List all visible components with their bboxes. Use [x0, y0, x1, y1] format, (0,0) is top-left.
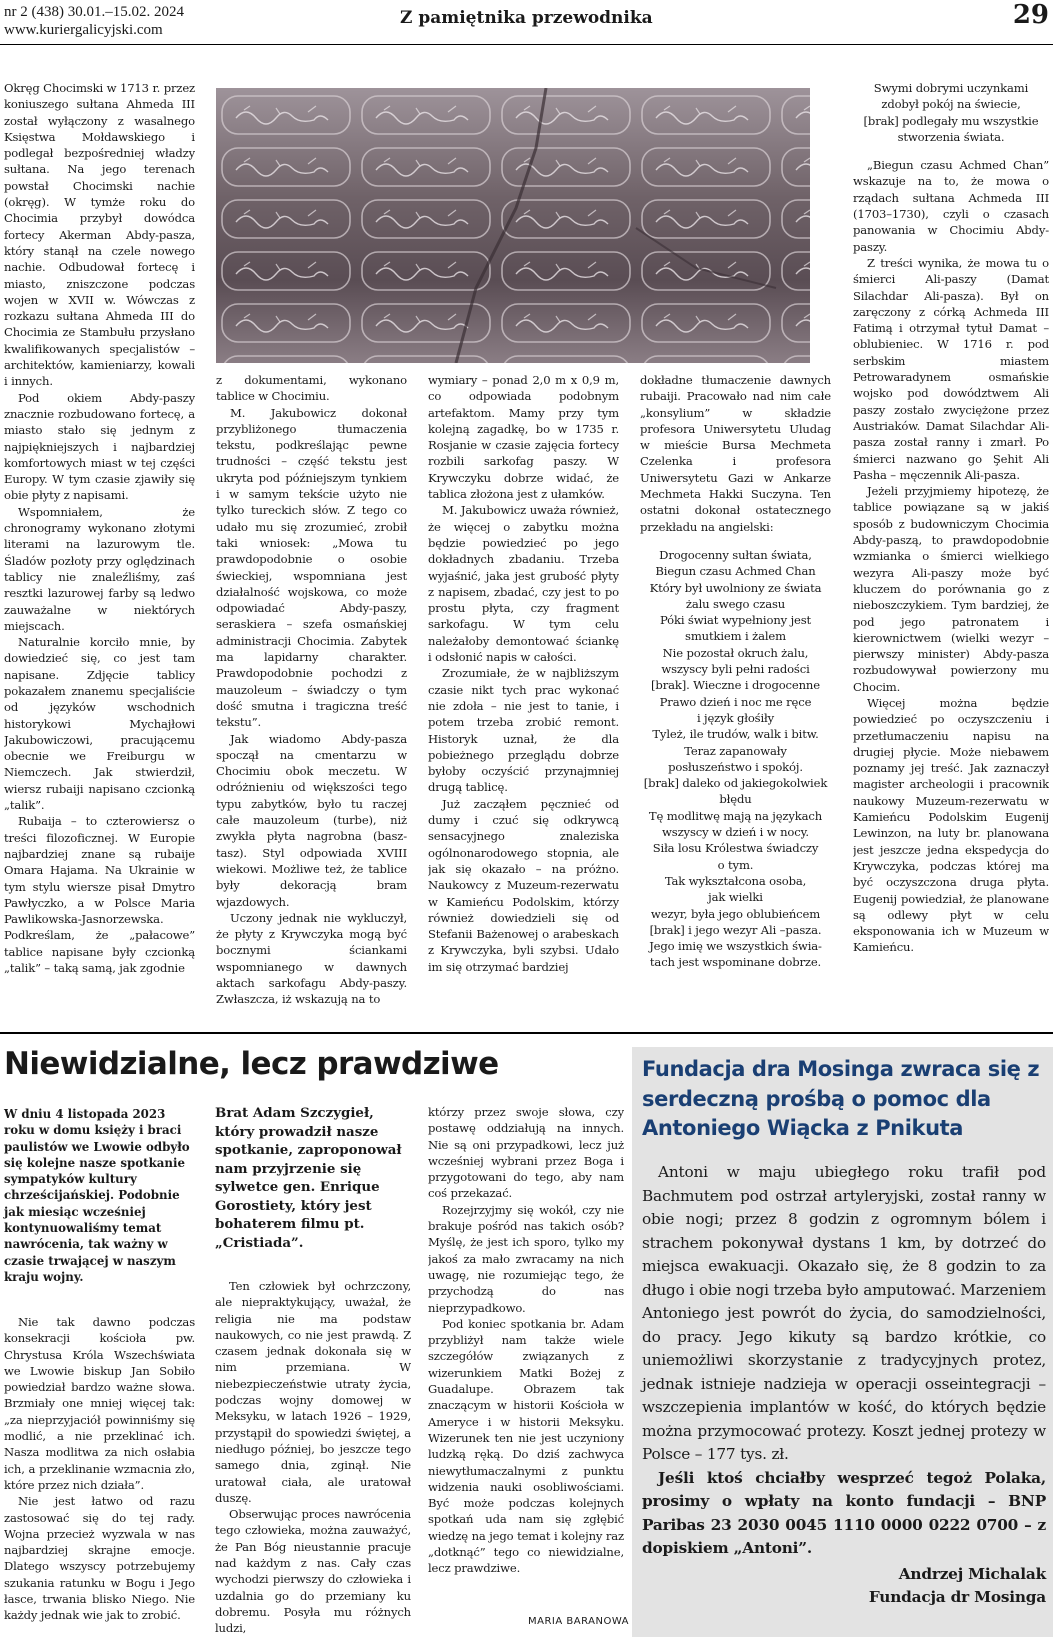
poem-line: [brak] i jego wezyr Ali –pasza.	[649, 922, 822, 937]
article1-column-4	[640, 372, 831, 1025]
poem-line: jak wielki	[708, 890, 763, 905]
article1-column-2	[216, 372, 407, 1025]
poem-line: Tak wykształcona osoba,	[664, 873, 807, 888]
article2-column-3	[428, 1104, 624, 1614]
paragraph: Jeżeli przyjmiemy hipotezę, że tablice powiązane są w jakiś sposób z budowniczym Chocimia Abdy-paszą, to prawdopodobnie wzmianka o śmierci wielkiego wezyra Ali-paszy może być kluczem do porównania go z nieboszczykiem. Tym bardziej, że pod jego patronatem i kierownictwem (wielki wezyr – pierwszy minister) Abdy-pasza rozbudowywał powierzony mu Chocim.	[853, 484, 1049, 694]
poem-line: o tym.	[717, 857, 754, 872]
poem-line: Prawo dzień i noc me ręce	[659, 694, 812, 709]
page-number: 29	[1012, 0, 1049, 30]
poem-line: [brak] podlegały mu wszystkie	[863, 113, 1039, 128]
poem-line: Póki świat wypełniony jest	[659, 613, 812, 628]
poem-line: smutkiem i żalem	[685, 629, 786, 644]
paragraph: z dokumentami, wykonano tablice w Chocimiu.	[216, 373, 407, 404]
article2-lead: W dniu 4 listopada 2023 roku w domu księży i braci paulistów we Lwowie odbyło się kolejne nasze spotkanie sympatyków kultury chrześcijańskiej. Podobnie jak miesiąc wcześniej kontynuowaliśmy temat nawrócenia, tak ważny w czasie trwającej w naszym kraju wojny.	[4, 1107, 190, 1284]
poem-line: i język głośiły	[696, 710, 775, 725]
article1-column-5	[853, 80, 1049, 1025]
poem-line: wezyr, była jego oblubieńcem	[650, 906, 821, 921]
article1-column-3	[428, 372, 619, 1025]
paragraph: Rubaija – to czterowiersz o treści filozoficznej. W Europie najbardziej znane są rubaije Omara Hajama. Na Ukrainie w tym stylu wiersze pisał Dmytro Pawłyczko, a w Polsce Maria Pawlikowska-Jasnorzewska. Podkreślam, że „pałacowe” tablice napisane były czcionką „talik” – taką samą, jak zgodnie	[4, 814, 195, 976]
poem-line: żalu swego czasu	[685, 596, 786, 611]
appeal-text: Antoni w maju ubiegłego roku trafił pod Bachmutem pod ostrzał artyleryjski, został ranny w obie nogi; przez 8 godzin z ogromnym bólem i strachem pokonywał dystans 1 km, by dotrzeć do miejsca ewakuacji. Okazało się, że 8 godzin to za długo i obie nogi trzeba było amputować. Marzeniem Antoniego jest powrót do życia, do samodzielności, do pracy. Jego kikuty są bardzo krótkie, co uniemożliwi skorzystanie z tradycyjnych protez, jednak istnieje nadzieja w operacji osseintegracji – wszczepienia implantów w kość, do których będzie można przymocować protezy. Koszt jednej protezy w Polsce – 177 tys. zł.	[642, 1163, 1046, 1463]
poem-line: wszyscy byli pełni radości	[661, 662, 810, 677]
article2-column-1	[4, 1314, 195, 1637]
paragraph: Okręg Chocimski w 1713 r. przez koniuszego sułtana Ahmeda III został wyłączony z wasalnego Księstwa Mołdawskiego i podlegał bezpośredniej władzy sułtana. Na jego terenach powstał Chocimski nachie (okręg). W tymże roku do Chocimia przybył dowódca fortecy Akerman Abdy-pasza, który stanął na czele nowego nachie. Odbudował fortecę i miasto, zniszczone podczas wojen w XVII w. Wówczas z rozkazu sułtana Ahmeda III do Chocimia ze Stambułu przysłano kwalifikowanych specjalistów – architektów, kamieniarzy, kowali i innych.	[4, 81, 195, 389]
paragraph: Ten człowiek był ochrzczony, ale niepraktykujący, uważał, że religia nie ma podstaw naukowych, co nie jest prawdą. Z czasem jednak dokonała się w nim przemiana. W niebezpieczeństwie utraty życia, podczas wojny domowej w Meksyku, w latach 1926 – 1929, przystąpił do spowiedzi świętej, a niedługo później, bo jeszcze tego samego dnia, zginął. Nie uratował ciała, ale uratował duszę.	[215, 1279, 411, 1505]
paragraph: Nie tak dawno podczas konsekracji kościoła pw. Chrystusa Króla Wszechświata we Lwowie biskup Jan Sobiło powiedział bardzo ważne słowa. Brzmiały one mniej więcej tak: „za nieprzyjaciół powinniśmy się modlić, a nie przeklinać ich. Nasza modlitwa za nich osłabia ich, a przeklinanie wzmacnia zło, które przez nich działa”.	[4, 1315, 195, 1492]
poem-line: zdobył pokój na świecie,	[881, 97, 1021, 112]
article2-lead-2: Brat Adam Szczygieł, który prowadził nasze spotkanie, zaproponował nam przyjrzenie się sylwetce gen. Enrique Gorostiety, który jest bohaterem filmu pt. „Cristiada”.	[215, 1105, 402, 1251]
poem-continued	[853, 80, 1049, 145]
paragraph: dokładne tłumaczenie dawnych rubaiji. Pracowało nad nim całe „konsylium” w składzie profesora Uniwersytetu Uludag w mieście Bursa Mechmeta Czelenka i profesora Uniwersytetu Gazi w Ankarze Mechmeta Hakki Suczyna. Ten ostatni dokonał ostatecznego przekładu na angielski:	[640, 373, 831, 534]
poem-line: Teraz zapanowały	[684, 743, 787, 758]
paragraph: Pod koniec spotkania br. Adam przybliżył nam także wiele szczegółów związanych z wizerunkiem Matki Bożej z Guadalupe. Obrazem tak znaczącym w historii Kościoła w Ameryce i w historii Meksyku. Wizerunek ten nie jest uczyniony ludzką ręką. Do dziś zachwyca niewytłumaczalnymi z punktu widzenia nauki osobliwościami. Być może podczas kolejnych spotkań uda nam się zgłębić wiedzę na jego temat i kolejny raz „dotknąć” tego co niewidzialne, lecz prawdziwe.	[428, 1316, 624, 1576]
paragraph: Wspomniałem, że chronogramy wykonano złotymi literami na lazurowym tle. Śladów pozłoty przy oględzinach tablicy nie znaleźliśmy, zaś resztki lazurowej farby są ledwo zauważalne w niektórych miejscach.	[4, 504, 195, 633]
poem-line: Drogocenny sułtan świata,	[659, 547, 812, 562]
signature-org: Fundacja dr Mosinga	[868, 1588, 1046, 1606]
appeal-box	[632, 1047, 1053, 1637]
poem-line: Który był uwolniony ze świata	[649, 580, 822, 595]
appeal-request: Jeśli ktoś chciałby wesprzeć tegoż Polaka, prosimy o wpłaty na konto fundacji – BNP Paribas 23 2030 0045 1110 0000 0222 0700 – z dopiskiem „Antoni”.	[642, 1468, 1046, 1557]
article1-column-1	[4, 80, 195, 1025]
issue-number: nr 2 (438) 30.01.–15.02. 2024	[4, 4, 184, 20]
poem-line: Tyleż, ile trudów, walk i bitw.	[652, 727, 819, 742]
paragraph: M. Jakubowicz uważa również, że więcej o zabytku można będzie powiedzieć po jego dokładnych zbadaniu. Trzeba wyjaśnić, jaka jest grubość płyty z napisem, zbadać, czy jest to po prostu płyta, czy fragment sarkofagu. W tym celu należałoby demontować ściankę i odsłonić napis w całości.	[428, 503, 619, 665]
poem-line: [brak]. Wieczne i drogocenne	[651, 678, 820, 693]
issue-info	[4, 3, 184, 39]
paragraph: Uczony jednak nie wykluczył, że płyty z Krywczyka mogą być bocznymi ściankami wspomnianego w dawnych aktach sarkofagu Abdy-paszy. Zwłaszcza, iż wskazują na to	[216, 910, 407, 1007]
section-title: Z pamiętnika przewodnika	[400, 8, 653, 28]
appeal-body	[642, 1161, 1046, 1610]
header-rule	[0, 44, 1053, 45]
appeal-title: Fundacja dra Mosinga zwraca się z serdeczną prośbą o pomoc dla Antoniego Wiącka z Pnikuta	[642, 1057, 1040, 1140]
paragraph: Obserwując proces nawrócenia tego człowieka, można zauważyć, że Pan Bóg nieustannie pracuje nad każdym z nas. Cały czas wychodzi pierwszy do człowieka i uzdalnia go do przemiany ku dobremu. Posyła mu różnych ludzi,	[215, 1507, 411, 1636]
paragraph: Naturalnie korciło mnie, by dowiedzieć się, co jest tam napisane. Zdjęcie tablicy pokazałem znanemu specjaliście od języków wschodnich historykowi Mychajłowi Jakubowiczowi, pracującemu obecnie we Freiburgu w Niemczech. Jak stwierdził, wiersz rubaiji napisano czcionką „talik”.	[4, 635, 195, 813]
poem-line: wszyscy w dzień i w nocy.	[662, 825, 809, 840]
poem-line: Swymi dobrymi uczynkami	[873, 81, 1029, 95]
inscription-photo	[216, 88, 810, 363]
paragraph: „Biegun czasu Achmed Chan” wskazuje na to, że mowa o rządach sułtana Achmeda III (1703–1730), czyli o czasach panowania w Chocimiu Abdy-paszy.	[853, 158, 1049, 254]
website-link[interactable]: www.kuriergalicyjski.com	[4, 22, 163, 38]
paragraph: Już zacząłem pęcznieć od dumy i czuć się odkrywcą sensacyjnego znaleziska ogólnonarodowego stopnia, ale jak się okazało – na próżno. Naukowcy z Muzeum-rezerwatu w Kamieńcu Podolskim, którzy również dowiedzieli się od Stefanii Bażenowej o arabeskach z Krywczyka, byli szybsi. Udało im się otrzymać bardziej	[428, 796, 619, 974]
poem	[640, 547, 831, 971]
article2-headline: Niewidzialne, lecz prawdziwe	[4, 1046, 499, 1082]
poem-line: tach jest wspominane dobrze.	[649, 955, 822, 970]
poem-line: Nie pozostał okruch żalu,	[662, 645, 809, 660]
paragraph: Zrozumiałe, że w najbliższym czasie nikt tych prac wykonać nie zdoła – nie jest to tanie, i potem trzeba zrobić remont. Historyk uznał, że dla pobieżnego przeglądu dobrze byłoby oczyścić przynajmniej drugą tablicę.	[428, 666, 619, 795]
poem-line: Jego imię we wszystkich świa-	[649, 939, 822, 954]
paragraph: Pod okiem Abdy-paszy znacznie rozbudowano fortecę, a miasto stało się jednym z najpiękniejszych i najbardziej komfortowych miast w tej części Europy. W tym czasie zjawiły się obie płyty z napisami.	[4, 390, 195, 503]
poem-line: posłuszeństwo i spokój.	[668, 759, 803, 774]
paragraph: Więcej można będzie powiedzieć po oczyszczeniu i przetłumaczeniu napisu na drugiej płycie. Może niebawem poznamy jej treść. Jak zaznaczył magister archeologii i pracownik naukowy Muzeum-rezerwatu w Kamieńcu Podolskim Eugenij Lewinzon, na luty br. planowana jest jeszcze jedna ekspedycja do Krywczyka, podczas której ma być oczyszczona druga płyta. Eugenij powiedział, że planowane są odlewy płyt w celu eksponowania ich w Muzeum w Kamieńcu.	[853, 695, 1049, 955]
paragraph: Z treści wynika, że mowa tu o śmierci Ali-paszy (Damat Silachdar Ali-pasza). Był on zaręczony z córką Achmeda III Fatimą i otrzymał tytuł Damat –oblubieniec. W 1716 r. pod serbskim miastem Petrowaradynem osmańskie wojsko pod dowództwem Ali paszy zostało zwyciężone przez Austriaków. Damat Silachdar Ali-pasza został ranny i zmarł. Po śmierci nazwano go Şehit Ali Pasha – męczennik Ali-pasza.	[853, 255, 1049, 482]
paragraph: wymiary – ponad 2,0 m x 0,9 m, co odpowiada podobnym artefaktom. Mamy przy tym kolejną zagadkę, bo w 1735 r. Rosjanie w czasie zajęcia fortecy rozbili sarkofag paszy. W Krywczyku dobrze widać, że tablica złożona jest z ułamków.	[428, 373, 619, 502]
poem-line: [brak] daleko od jakiegokolwiek	[643, 776, 828, 791]
article2-author: MARIA BARANOWA	[528, 1616, 630, 1627]
article2-column-2	[215, 1278, 411, 1637]
paragraph: Jak wiadomo Abdy-pasza spoczął na cmentarzu w Chocimiu obok meczetu. W odróżnieniu od większości tego typu zabytków, było tu raczej całe mauzoleum (turbe), niż zwykła płyta nagrobna (basz-tasz). Styl odpowiada XVIII wiekowi. Możliwe też, że tablice były dekoracją bram wjazdowych.	[216, 731, 407, 909]
poem-line: stworzenia świata.	[897, 129, 1005, 144]
paragraph: którzy przez swoje słowa, czy postawę oddziałują na innych. Nie są oni przypadkowi, lecz już wcześniej wybrani przez Boga i przygotowani do tego, aby nam coś przekazać.	[428, 1105, 624, 1201]
paragraph: Rozejrzyjmy się wokół, czy nie brakuje pośród nas takich osób? Myślę, że jest ich sporo, tylko my jakoś za mało zwracamy na nich uwagę, nie rozumiejąc tego, że przychodzą do nas nieprzypadkowo.	[428, 1202, 624, 1315]
paragraph: Nie jest łatwo od razu zastosować się do tej rady. Wojna przecież wyzwala w nas najbardziej skrajne emocje. Dlatego wszyscy potrzebujemy szukania ratunku w Bogu i Jego łasce, trwania blisko Niego. Nie każdy jednak wie jak to zrobić.	[4, 1494, 195, 1623]
poem-line: Siła losu Królestwa świadczy	[652, 841, 819, 856]
paragraph: M. Jakubowicz dokonał przybliżonego tłumaczenia tekstu, podkreślając pewne trudności – część tekstu jest ukryta pod późniejszym tynkiem i w samym tekście użyto nie tylko tureckich słów. Z tego co udało mu się zrozumieć, zrobił taki wniosek: „Mowa tu prawdopodobnie o osobie świeckiej, wspomniana jest działalność wojskowa, co może odpowiadać Abdy-paszy, seraskiera – szefa osmańskiej administracji Chocimia. Zabytek ma lapidarny charakter. Prawdopodobnie pochodzi z mauzoleum – świadczy o tym dość smutna i tragiczna treść tekstu”.	[216, 405, 407, 730]
section-divider	[0, 1032, 1053, 1034]
poem-line: błędu	[719, 792, 752, 807]
poem-line: Tę modlitwę mają na językach	[648, 808, 823, 823]
poem-line: Biegun czasu Achmed Chan	[655, 564, 816, 579]
signature-name: Andrzej Michalak	[898, 1564, 1046, 1583]
